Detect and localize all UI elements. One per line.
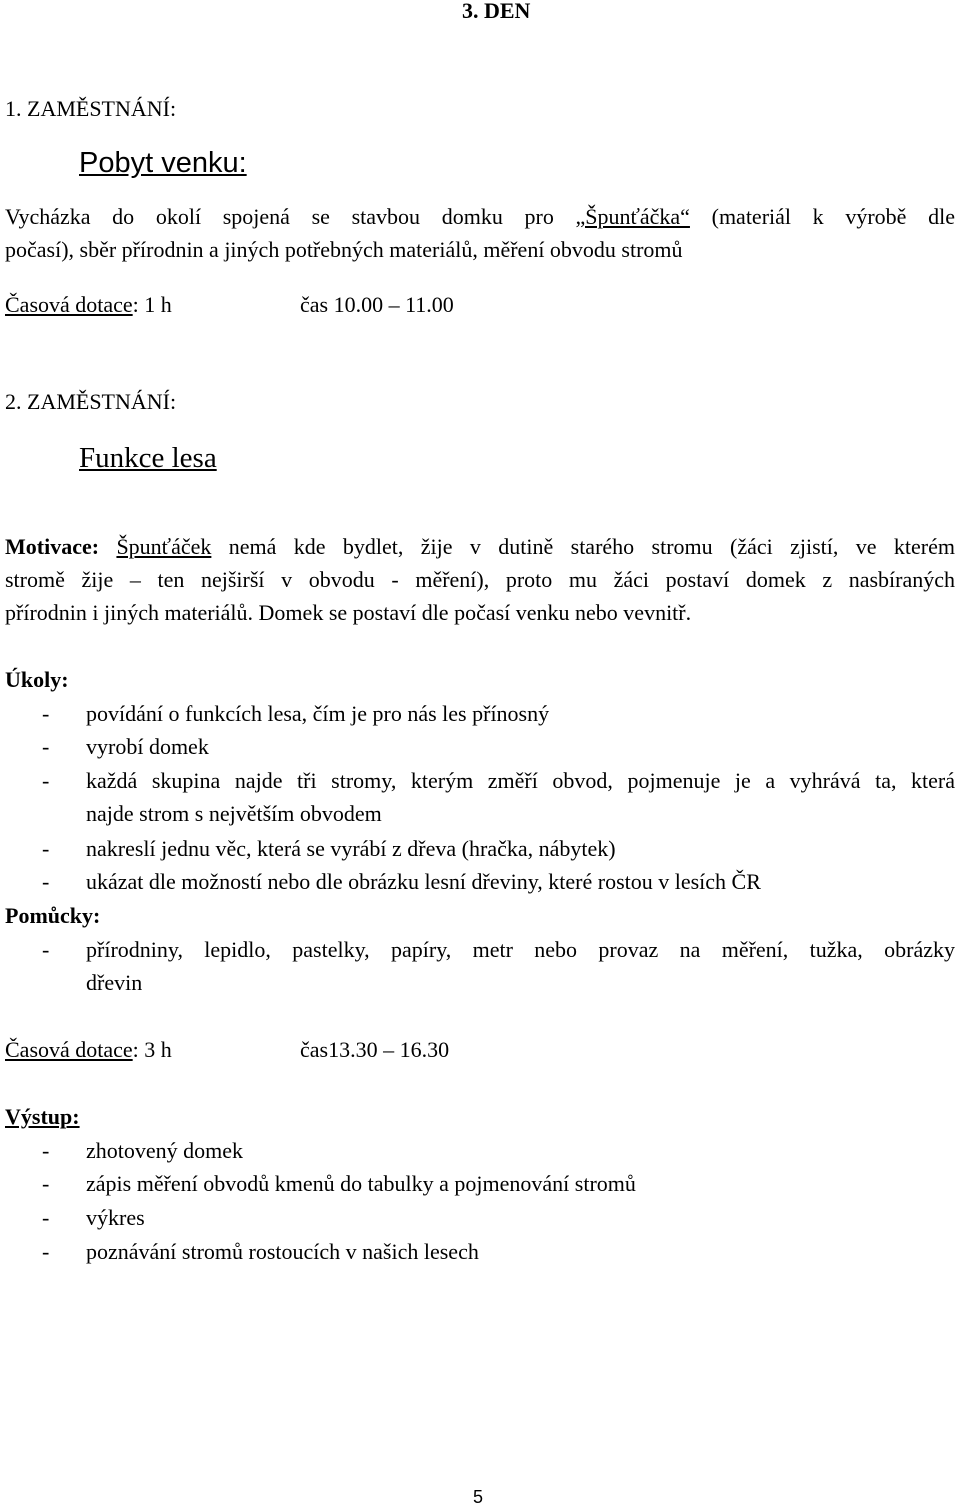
task-item: povídání o funkcích lesa, čím je pro nás les přínosný — [86, 701, 550, 726]
activity1-desc-line1: Vycházka do okolí spojená se stavbou domku pro „Špunťáčka“ (materiál k výrobě dle — [5, 204, 955, 229]
activity2-title: Funkce lesa — [79, 442, 217, 474]
task-item: vyrobí domek — [86, 734, 209, 759]
list-dash: - — [42, 1205, 50, 1230]
activity1-desc-line2: počasí), sběr přírodnin a jiných potřebných materiálů, měření obvodu stromů — [5, 237, 683, 262]
activity1-label: 1. ZAMĚSTNÁNÍ: — [5, 96, 177, 121]
list-dash: - — [42, 937, 50, 962]
list-dash: - — [42, 768, 50, 793]
day-title: 3. DEN — [462, 0, 531, 23]
tasks-label: Úkoly: — [5, 667, 69, 692]
activity1-title: Pobyt venku: — [79, 147, 247, 179]
list-dash: - — [42, 1171, 50, 1196]
list-dash: - — [42, 1239, 50, 1264]
activity1-time-range: čas 10.00 – 11.00 — [300, 292, 454, 317]
task-item: každá skupina najde tři stromy, kterým změří obvod, pojmenuje je a vyhrává ta, která — [86, 768, 955, 793]
motivation-line3: přírodnin i jiných materiálů. Domek se postaví dle počasí venku nebo vevnitř. — [5, 600, 692, 625]
task-item-continued: najde strom s největším obvodem — [86, 801, 382, 826]
activity2-time-allocation: Časová dotace: 3 h — [5, 1037, 172, 1062]
activity1-time-allocation: Časová dotace: 1 h — [5, 292, 172, 317]
spuntacek-name: „Špunťáčka“ — [575, 204, 690, 229]
output-item: zhotovený domek — [86, 1138, 244, 1163]
task-item: ukázat dle možností nebo dle obrázku lesní dřeviny, které rostou v lesích ČR — [86, 869, 761, 894]
tools-item: přírodniny, lepidlo, pastelky, papíry, metr nebo provaz na měření, tužka, obrázky — [86, 937, 955, 962]
list-dash: - — [42, 869, 50, 894]
list-dash: - — [42, 701, 50, 726]
motivation-line2: stromě žije – ten nejširší v obvodu - měření), proto mu žáci postaví domek z nasbíraných — [5, 567, 955, 592]
output-item: poznávání stromů rostoucích v našich lesech — [86, 1239, 479, 1264]
list-dash: - — [42, 836, 50, 861]
activity2-time-range: čas13.30 – 16.30 — [300, 1037, 450, 1062]
task-item: nakreslí jednu věc, která se vyrábí z dřeva (hračka, nábytek) — [86, 836, 616, 861]
tools-item-continued: dřevin — [86, 970, 143, 995]
tools-label: Pomůcky: — [5, 903, 101, 928]
output-item: výkres — [86, 1205, 145, 1230]
list-dash: - — [42, 734, 50, 759]
motivation-name: Špunťáček — [116, 534, 212, 559]
page-number: 5 — [473, 1487, 484, 1507]
list-dash: - — [42, 1138, 50, 1163]
activity2-label: 2. ZAMĚSTNÁNÍ: — [5, 389, 177, 414]
motivation-line1: Motivace: Špunťáček nemá kde bydlet, žije v dutině starého stromu (žáci zjistí, ve kterém — [5, 534, 955, 559]
output-label: Výstup: — [5, 1104, 80, 1129]
output-item: zápis měření obvodů kmenů do tabulky a pojmenování stromů — [86, 1171, 636, 1196]
